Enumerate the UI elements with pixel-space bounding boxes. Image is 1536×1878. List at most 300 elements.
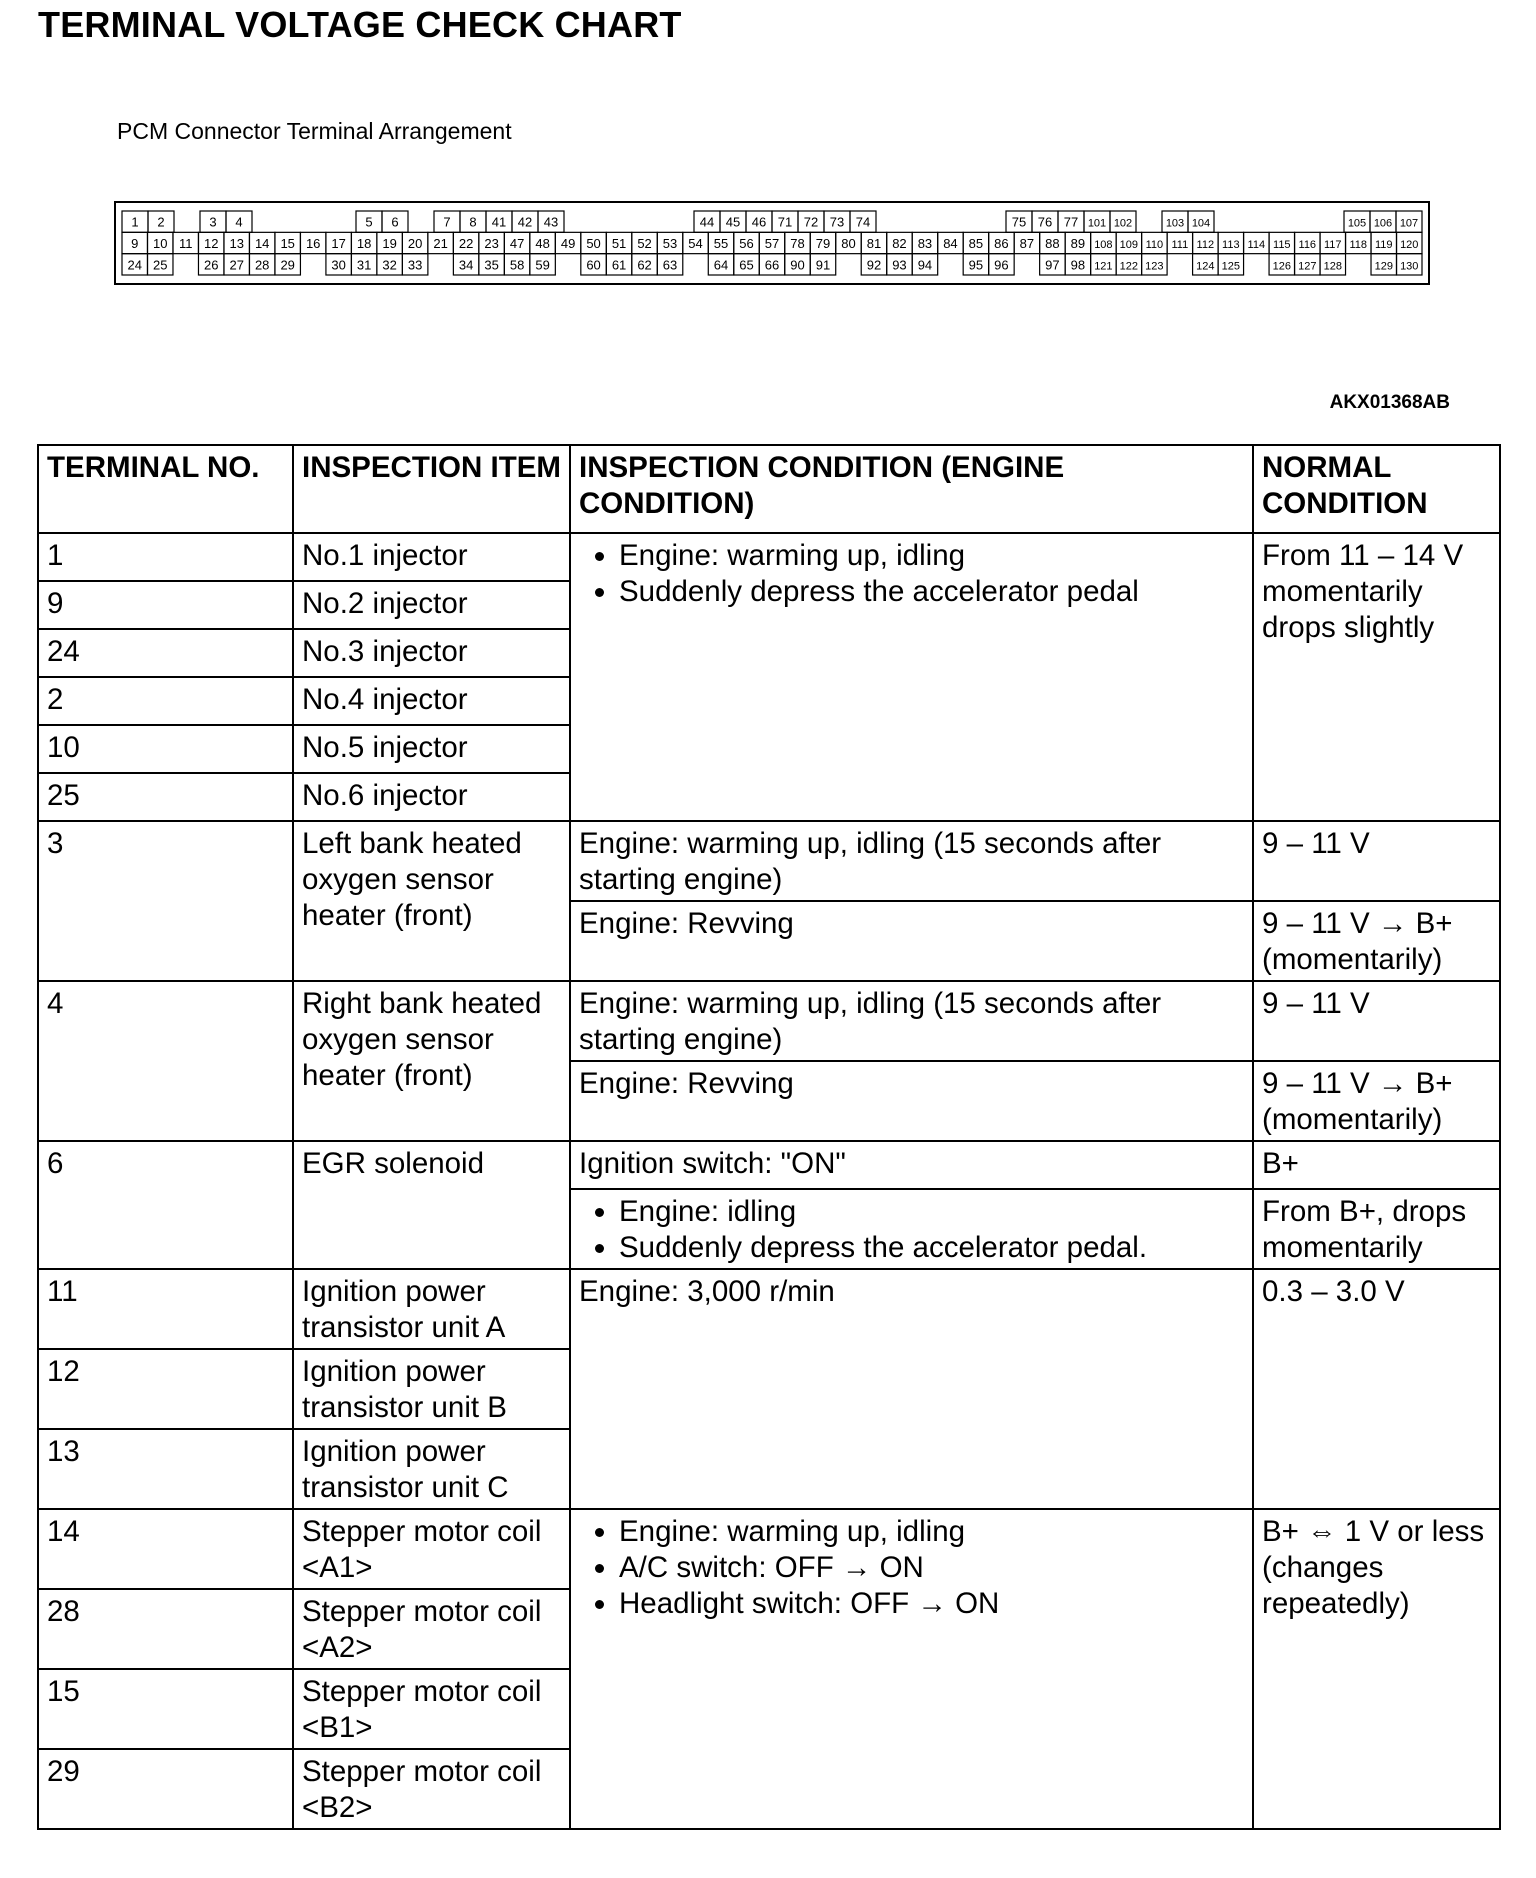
connector-terminal-83 [912,232,937,253]
svg-text:63: 63 [662,257,678,273]
table-row [38,981,1500,1061]
svg-text:31: 31 [356,257,372,273]
connector-terminal-125 [1218,254,1243,275]
connector-terminal-106 [1370,211,1396,232]
svg-text:114: 114 [1247,239,1266,251]
list-item: • Suddenly depress the accelerator pedal. [619,1230,1244,1266]
item-cell: No.3 injector [293,629,570,677]
terminal-cell: 15 [38,1669,293,1749]
svg-text:86: 86 [994,236,1009,251]
svg-text:30: 30 [331,257,346,273]
connector-terminal-48 [530,232,555,253]
connector-terminal-18 [351,232,376,253]
svg-text:13: 13 [229,236,244,251]
svg-text:29: 29 [280,257,295,273]
svg-text:5: 5 [365,214,373,230]
svg-text:61: 61 [611,257,627,273]
connector-terminal-116 [1295,232,1320,253]
connector-terminal-14 [249,232,274,253]
connector-terminal-108 [1091,232,1116,253]
svg-text:24: 24 [127,257,142,273]
svg-text:72: 72 [803,214,819,230]
connector-terminal-63 [657,254,682,275]
svg-text:118: 118 [1349,239,1368,251]
svg-text:27: 27 [229,257,244,273]
terminal-cell: 9 [38,581,293,629]
connector-terminal-97 [1040,254,1065,275]
connector-terminal-81 [861,232,886,253]
svg-text:87: 87 [1019,236,1035,251]
terminal-cell: 10 [38,725,293,773]
connector-terminal-51 [606,232,631,253]
connector-terminal-33 [402,254,427,275]
connector-terminal-122 [1116,254,1141,275]
table-row [38,1269,1500,1349]
svg-text:125: 125 [1221,260,1241,273]
connector-terminal-65 [734,254,759,275]
connector-terminal-80 [836,232,861,253]
connector-terminal-103 [1162,211,1188,232]
connector-terminal-126 [1269,254,1294,275]
connector-terminal-127 [1295,254,1320,275]
svg-text:47: 47 [509,236,525,251]
connector-terminal-53 [657,232,682,253]
svg-text:103: 103 [1165,217,1185,230]
condition-list [579,538,1244,610]
svg-text:11: 11 [178,236,193,251]
svg-text:32: 32 [382,257,397,273]
connector-terminal-12 [198,232,223,253]
svg-text:18: 18 [356,236,372,251]
svg-text:28: 28 [254,257,270,273]
svg-text:1: 1 [131,214,139,230]
terminal-cell: 4 [38,981,293,1141]
normal-cell: 9 – 11 V → B+ (momentarily) [1253,901,1500,981]
svg-text:79: 79 [815,236,831,251]
condition-cell: Ignition switch: "ON" [570,1141,1253,1189]
connector-terminal-62 [632,254,657,275]
normal-cell: From 11 – 14 V momentarily drops slightly [1253,533,1500,821]
svg-text:113: 113 [1222,239,1240,251]
connector-terminal-60 [581,254,606,275]
connector-terminal-8 [460,211,486,232]
svg-text:127: 127 [1298,260,1317,273]
svg-text:35: 35 [484,257,499,273]
connector-terminal-113 [1218,232,1243,253]
connector-terminal-7 [434,211,460,232]
pcm-connector-diagram [114,201,1430,285]
connector-terminal-49 [555,232,580,253]
connector-terminal-88 [1040,232,1065,253]
connector-terminal-26 [198,254,223,275]
connector-terminal-32 [377,254,402,275]
list-item: • Engine: warming up, idling [619,1514,1244,1550]
svg-text:117: 117 [1324,239,1342,251]
condition-cell [570,1189,1253,1269]
svg-text:128: 128 [1323,260,1342,273]
connector-terminal-57 [759,232,784,253]
item-cell: Left bank heated oxygen sensor heater (front) [293,821,570,981]
connector-terminal-120 [1397,232,1422,253]
svg-text:92: 92 [866,257,882,273]
connector-terminal-87 [1014,232,1039,253]
svg-text:82: 82 [892,236,907,251]
svg-text:42: 42 [517,214,533,230]
connector-terminal-6 [382,211,408,232]
table-header-row [38,445,1500,533]
svg-text:55: 55 [713,236,729,251]
svg-text:115: 115 [1273,239,1291,251]
connector-terminal-10 [147,232,172,253]
svg-text:23: 23 [484,236,499,251]
svg-text:106: 106 [1373,217,1393,230]
svg-text:91: 91 [815,257,831,273]
connector-terminal-129 [1371,254,1396,275]
svg-text:97: 97 [1045,257,1060,273]
normal-cell: B+ ⇔ 1 V or less (changes repeatedly) [1253,1509,1500,1829]
connector-terminal-124 [1193,254,1218,275]
svg-text:108: 108 [1094,239,1113,251]
header-inspection-condition: INSPECTION CONDITION (ENGINE CONDITION) [570,445,1253,533]
svg-text:88: 88 [1045,236,1060,251]
connector-terminal-46 [746,211,772,232]
terminal-voltage-table [37,444,1501,1830]
connector-terminal-23 [479,232,504,253]
svg-text:94: 94 [917,257,933,273]
svg-text:49: 49 [560,236,576,251]
connector-terminal-16 [300,232,325,253]
svg-text:2: 2 [157,214,165,230]
terminal-cell: 25 [38,773,293,821]
svg-text:84: 84 [943,236,958,251]
svg-text:60: 60 [586,257,601,273]
connector-terminal-130 [1397,254,1422,275]
connector-terminal-9 [122,232,147,253]
list-item: • Engine: idling [619,1194,1244,1230]
connector-terminal-91 [810,254,835,275]
svg-text:51: 51 [611,236,627,251]
terminal-cell: 12 [38,1349,293,1429]
header-normal-condition: NORMAL CONDITION [1253,445,1500,533]
terminal-cell: 14 [38,1509,293,1589]
list-item: • Headlight switch: OFF → ON [619,1586,1244,1622]
item-cell: Stepper motor coil <B1> [293,1669,570,1749]
connector-terminal-128 [1320,254,1345,275]
connector-terminal-45 [720,211,746,232]
svg-text:111: 111 [1171,239,1189,251]
connector-terminal-111 [1167,232,1192,253]
connector-terminal-19 [377,232,402,253]
svg-text:83: 83 [917,236,933,251]
svg-text:58: 58 [509,257,525,273]
svg-text:121: 121 [1094,260,1113,273]
page-title: TERMINAL VOLTAGE CHECK CHART [38,4,682,45]
connector-terminal-73 [824,211,850,232]
terminal-cell: 1 [38,533,293,581]
svg-text:123: 123 [1145,260,1164,273]
item-cell: No.4 injector [293,677,570,725]
svg-text:93: 93 [892,257,907,273]
connector-terminal-92 [861,254,886,275]
connector-terminal-55 [708,232,733,253]
connector-terminal-79 [810,232,835,253]
svg-text:126: 126 [1272,260,1291,273]
connector-terminal-104 [1188,211,1214,232]
connector-caption: PCM Connector Terminal Arrangement [117,118,512,144]
table-row [38,821,1500,901]
svg-text:81: 81 [866,236,882,251]
connector-terminal-66 [759,254,784,275]
connector-terminal-22 [453,232,478,253]
svg-text:57: 57 [764,236,780,251]
connector-terminal-74 [850,211,876,232]
connector-terminal-76 [1032,211,1058,232]
connector-terminal-28 [249,254,274,275]
connector-terminal-43 [538,211,564,232]
svg-text:59: 59 [535,257,550,273]
connector-terminal-90 [785,254,810,275]
svg-text:50: 50 [586,236,601,251]
svg-text:56: 56 [739,236,754,251]
condition-cell: Engine: 3,000 r/min [570,1269,1253,1509]
item-cell: EGR solenoid [293,1141,570,1269]
svg-text:101: 101 [1087,217,1107,230]
svg-text:45: 45 [725,214,741,230]
connector-terminal-121 [1091,254,1116,275]
svg-text:52: 52 [637,236,652,251]
svg-text:8: 8 [469,214,477,230]
terminal-cell: 13 [38,1429,293,1509]
connector-terminal-89 [1065,232,1090,253]
terminal-cell: 2 [38,677,293,725]
svg-text:62: 62 [637,257,652,273]
svg-text:105: 105 [1347,217,1367,230]
terminal-cell: 28 [38,1589,293,1669]
terminal-cell: 11 [38,1269,293,1349]
connector-terminal-42 [512,211,538,232]
table-row [38,1509,1500,1589]
connector-terminal-84 [938,232,963,253]
svg-text:34: 34 [458,257,474,273]
connector-terminal-52 [632,232,657,253]
svg-text:85: 85 [968,236,984,251]
svg-text:107: 107 [1399,217,1419,230]
connector-terminal-82 [887,232,912,253]
svg-text:46: 46 [751,214,767,230]
connector-terminal-93 [887,254,912,275]
normal-cell: From B+, drops momentarily [1253,1189,1500,1269]
connector-terminal-101 [1084,211,1110,232]
item-cell: No.1 injector [293,533,570,581]
connector-terminal-17 [326,232,351,253]
connector-terminal-5 [356,211,382,232]
connector-terminal-117 [1320,232,1345,253]
condition-list [579,1194,1244,1266]
connector-terminal-86 [989,232,1014,253]
list-item: • A/C switch: OFF → ON [619,1550,1244,1586]
list-item: • Suddenly depress the accelerator pedal [619,574,1244,610]
connector-terminal-95 [963,254,988,275]
connector-terminal-3 [200,211,226,232]
svg-text:25: 25 [153,257,168,273]
svg-text:16: 16 [305,236,321,251]
svg-text:14: 14 [254,236,270,251]
connector-terminal-115 [1269,232,1294,253]
svg-text:109: 109 [1119,239,1139,251]
svg-text:6: 6 [391,214,399,230]
table-row [38,533,1500,581]
connector-terminal-59 [530,254,555,275]
connector-terminal-114 [1244,232,1269,253]
connector-terminal-98 [1065,254,1090,275]
svg-text:98: 98 [1070,257,1086,273]
condition-cell: Engine: warming up, idling (15 seconds after starting engine) [570,821,1253,901]
condition-list [579,1514,1244,1622]
connector-terminal-15 [275,232,300,253]
svg-text:66: 66 [764,257,780,273]
svg-text:130: 130 [1400,260,1419,273]
header-terminal-no: TERMINAL NO. [38,445,293,533]
svg-text:10: 10 [153,236,168,251]
connector-terminal-71 [772,211,798,232]
connector-terminal-34 [453,254,478,275]
connector-terminal-58 [504,254,529,275]
svg-text:20: 20 [407,236,423,251]
svg-text:90: 90 [790,257,805,273]
svg-text:33: 33 [407,257,423,273]
connector-terminal-61 [606,254,631,275]
svg-text:75: 75 [1011,214,1027,230]
connector-terminal-123 [1142,254,1167,275]
terminal-cell: 3 [38,821,293,981]
svg-text:64: 64 [713,257,729,273]
terminal-cell: 6 [38,1141,293,1269]
svg-text:80: 80 [841,236,856,251]
svg-text:26: 26 [203,257,219,273]
connector-terminal-75 [1006,211,1032,232]
svg-text:104: 104 [1191,217,1211,230]
connector-terminal-110 [1142,232,1167,253]
item-cell: Ignition power transistor unit B [293,1349,570,1429]
svg-text:21: 21 [433,236,448,251]
list-item: • Engine: warming up, idling [619,538,1244,574]
svg-text:71: 71 [777,214,793,230]
svg-text:73: 73 [829,214,845,230]
svg-text:48: 48 [535,236,550,251]
condition-cell: Engine: Revving [570,901,1253,981]
svg-text:41: 41 [491,214,507,230]
normal-cell: B+ [1253,1141,1500,1189]
connector-terminal-64 [708,254,733,275]
item-cell: Stepper motor coil <A2> [293,1589,570,1669]
connector-terminal-54 [683,232,708,253]
svg-text:22: 22 [458,236,474,251]
connector-terminal-107 [1396,211,1422,232]
svg-text:129: 129 [1374,260,1393,273]
svg-text:120: 120 [1400,239,1419,251]
item-cell: No.5 injector [293,725,570,773]
connector-terminal-119 [1371,232,1396,253]
condition-cell [570,533,1253,821]
connector-terminal-94 [912,254,937,275]
connector-terminal-105 [1344,211,1370,232]
connector-terminal-25 [147,254,172,275]
connector-terminal-1 [122,211,148,232]
svg-text:7: 7 [443,214,451,230]
connector-terminal-78 [785,232,810,253]
connector-terminal-29 [275,254,300,275]
connector-terminal-47 [504,232,529,253]
svg-text:78: 78 [790,236,805,251]
connector-terminal-4 [226,211,252,232]
normal-cell: 9 – 11 V [1253,821,1500,901]
connector-terminal-77 [1058,211,1084,232]
connector-terminal-31 [351,254,376,275]
connector-terminal-85 [963,232,988,253]
svg-text:15: 15 [280,236,295,251]
normal-cell: 9 – 11 V → B+ (momentarily) [1253,1061,1500,1141]
connector-terminal-96 [989,254,1014,275]
svg-text:110: 110 [1145,239,1164,251]
svg-text:19: 19 [382,236,397,251]
svg-text:122: 122 [1119,260,1139,273]
item-cell: Ignition power transistor unit C [293,1429,570,1509]
svg-text:77: 77 [1063,214,1079,230]
svg-text:54: 54 [688,236,703,251]
connector-terminal-21 [428,232,453,253]
connector-terminal-27 [224,254,249,275]
connector-terminal-41 [486,211,512,232]
header-inspection-item: INSPECTION ITEM [293,445,570,533]
svg-text:12: 12 [203,236,219,251]
svg-text:119: 119 [1374,239,1393,251]
connector-terminal-50 [581,232,606,253]
item-cell: Ignition power transistor unit A [293,1269,570,1349]
svg-text:65: 65 [739,257,754,273]
connector-terminal-118 [1346,232,1371,253]
svg-text:44: 44 [699,214,715,230]
item-cell: No.2 injector [293,581,570,629]
terminal-cell: 24 [38,629,293,677]
svg-text:102: 102 [1113,217,1133,230]
condition-cell: Engine: warming up, idling (15 seconds after starting engine) [570,981,1253,1061]
svg-text:89: 89 [1070,236,1086,251]
connector-terminal-44 [694,211,720,232]
svg-text:74: 74 [855,214,871,230]
svg-text:53: 53 [662,236,678,251]
connector-terminal-112 [1193,232,1218,253]
item-cell: Stepper motor coil <B2> [293,1749,570,1829]
item-cell: Stepper motor coil <A1> [293,1509,570,1589]
connector-terminal-56 [734,232,759,253]
svg-text:124: 124 [1196,260,1215,273]
svg-text:17: 17 [331,236,346,251]
item-cell: No.6 injector [293,773,570,821]
condition-cell [570,1509,1253,1829]
connector-terminal-2 [148,211,174,232]
svg-text:112: 112 [1196,239,1215,251]
svg-text:76: 76 [1037,214,1053,230]
svg-text:4: 4 [235,214,243,230]
connector-terminal-13 [224,232,249,253]
table-row [38,1141,1500,1189]
svg-text:96: 96 [994,257,1009,273]
connector-terminal-72 [798,211,824,232]
connector-terminal-24 [122,254,147,275]
connector-terminal-11 [173,232,198,253]
connector-terminal-35 [479,254,504,275]
svg-text:3: 3 [209,214,217,230]
